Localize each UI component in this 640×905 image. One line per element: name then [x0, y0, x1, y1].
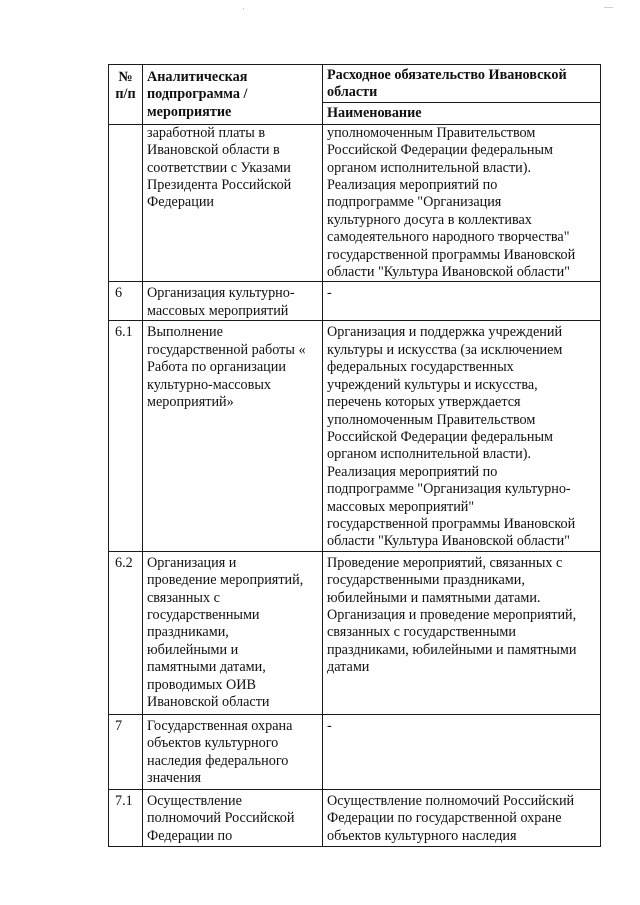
row-number: 6: [109, 282, 143, 321]
row-number: 6.2: [109, 551, 143, 714]
header-name: Наименование: [323, 102, 601, 124]
table-row: [109, 124, 601, 282]
table-row: [109, 714, 601, 789]
row-obligation: уполномоченным Правительством Российской Федерации федеральным органом исполнительной власти). Реализация мероприятий по подпрограмме "Организация культурного досуга в коллективах самодеятельного народного творчества" государственной программы Ивановской области "Культура Ивановской области": [323, 124, 601, 282]
scan-artifact-mark: —: [604, 2, 613, 12]
row-program: заработной платы в Ивановской области в соответствии с Указами Президента Российской Федерации: [143, 124, 323, 282]
row-program: Организация и проведение мероприятий, связанных с государственными праздниками, юбилейными и памятными датами, проводимых ОИВ Ивановской области: [143, 551, 323, 714]
table-row: [109, 789, 601, 846]
header-program: Аналитическая подпрограмма / мероприятие: [143, 65, 323, 125]
table-row: [109, 282, 601, 321]
row-obligation: Организация и поддержка учреждений культуры и искусства (за исключением федеральных государственных учреждений культуры и искусства, перечень которых утверждается уполномоченным Правительством Российской Федерации федеральным органом исполнительной власти). Реализация мероприятий по подпрограмме "Организация культурно- массовых мероприятий" государственной программы Ивановской области "Культура Ивановской области": [323, 321, 601, 551]
row-program: Государственная охрана объектов культурного наследия федерального значения: [143, 714, 323, 789]
scan-artifact-mark: ·: [242, 4, 245, 14]
table-header-row: [109, 65, 601, 103]
row-obligation: -: [323, 714, 601, 789]
header-number: № п/п: [109, 65, 143, 125]
row-program: Организация культурно- массовых мероприятий: [143, 282, 323, 321]
row-number: 7.1: [109, 789, 143, 846]
row-obligation: -: [323, 282, 601, 321]
row-program: Выполнение государственной работы « Работа по организации культурно-массовых мероприятий»: [143, 321, 323, 551]
row-number: 7: [109, 714, 143, 789]
expenditure-table: [108, 64, 601, 847]
header-obligation: Расходное обязательство Ивановской области: [323, 65, 601, 103]
table-row: [109, 321, 601, 551]
row-number: 6.1: [109, 321, 143, 551]
row-obligation: Осуществление полномочий Российский Федерации по государственной охране объектов культурного наследия: [323, 789, 601, 846]
table-row: [109, 551, 601, 714]
row-program: Осуществление полномочий Российской Федерации по: [143, 789, 323, 846]
row-number: [109, 124, 143, 282]
row-obligation: Проведение мероприятий, связанных с государственными праздниками, юбилейными и памятными датами. Организация и проведение мероприятий, связанных с государственными праздниками, юбилейными и памятными датами: [323, 551, 601, 714]
